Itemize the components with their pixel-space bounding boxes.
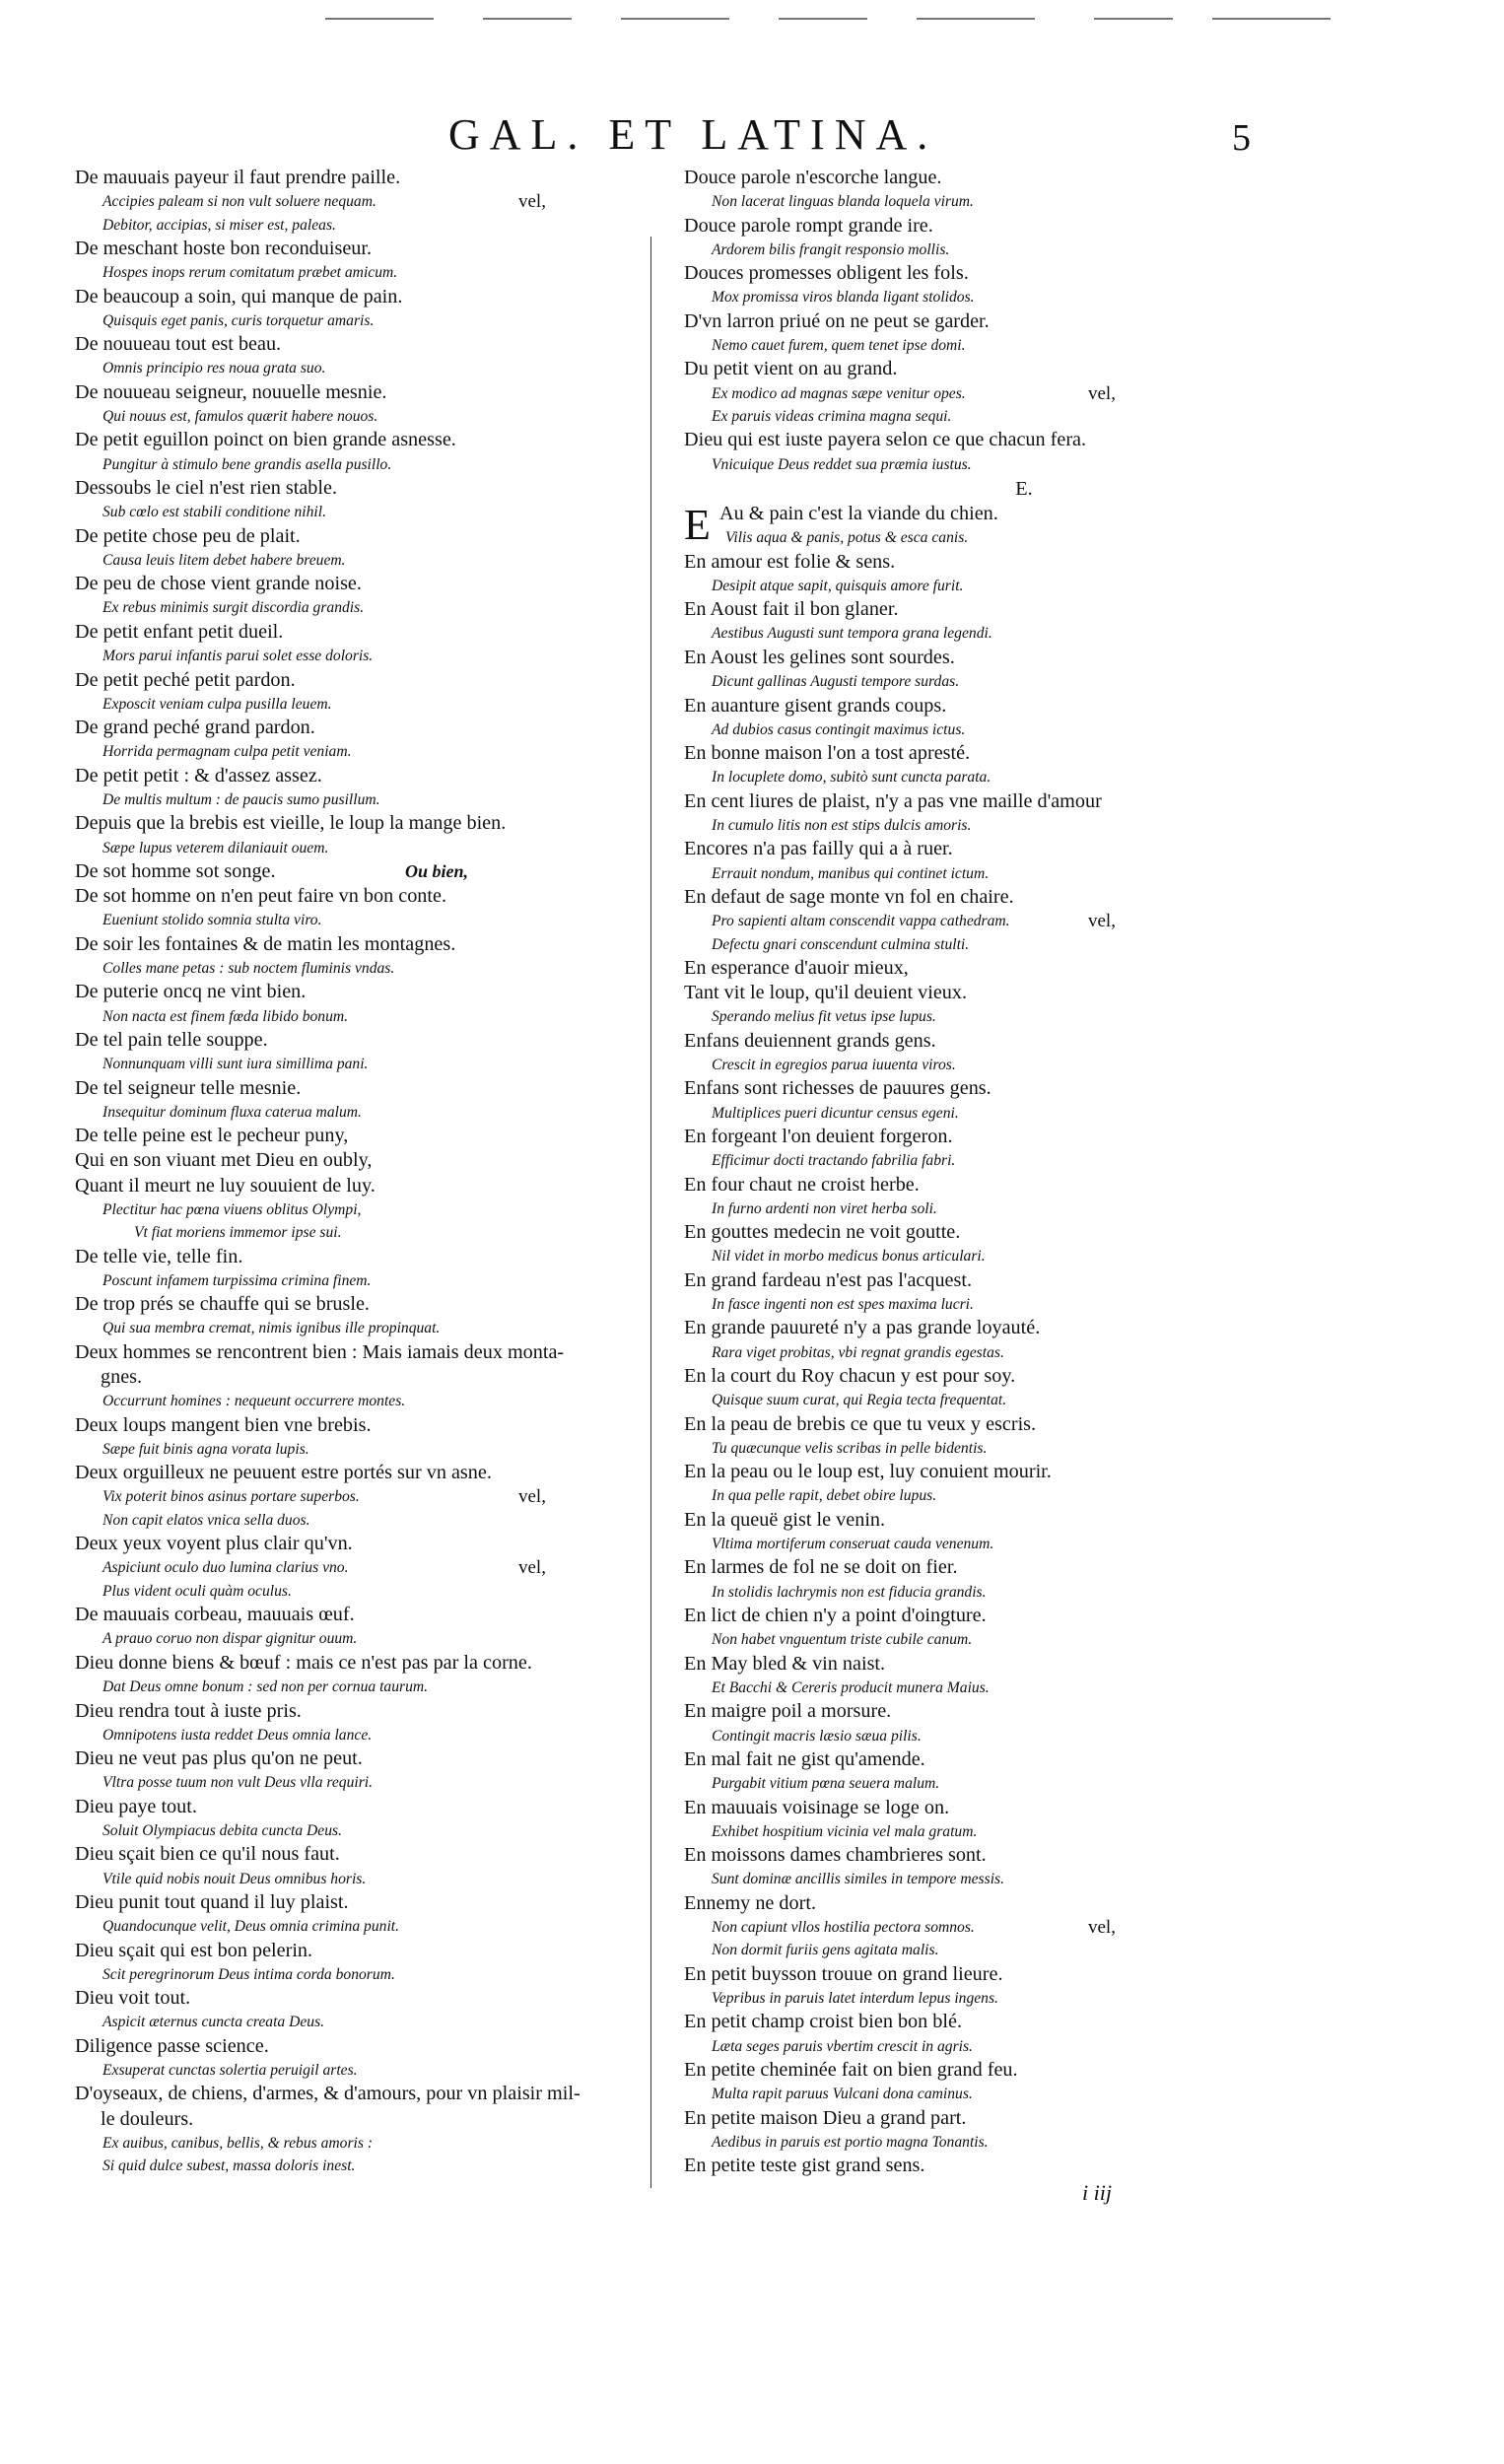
french-proverb: Dieu voit tout. xyxy=(75,1987,191,2010)
latin-translation: Vltra posse tuum non vult Deus vlla requiri. xyxy=(103,1774,374,1792)
latin-translation: Purgabit vitium pœna seuera malum. xyxy=(712,1775,940,1793)
proverb-entry xyxy=(684,1555,1147,1604)
french-proverb: En mauuais voisinage se loge on. xyxy=(684,1796,950,1818)
french-proverb: Deux yeux voyent plus clair qu'vn. xyxy=(75,1533,353,1555)
french-proverb: De nouueau tout est beau. xyxy=(75,333,282,356)
french-proverb: Deux loups mangent bien vne brebis. xyxy=(75,1413,372,1436)
latin-translation: Multiplices pueri dicuntur census egeni. xyxy=(712,1104,959,1122)
proverb-entry xyxy=(75,572,656,620)
proverb-entry xyxy=(684,1699,1147,1747)
french-proverb: De tel seigneur telle mesnie. xyxy=(75,1076,302,1099)
proverb-entry xyxy=(75,884,656,932)
french-proverb: De peu de chose vient grande noise. xyxy=(75,573,362,595)
proverb-entry xyxy=(75,1532,656,1580)
latin-translation: Debitor, accipias, si miser est, paleas. xyxy=(103,216,336,234)
latin-translation: Vltima mortiferum conseruat cauda venenum. xyxy=(712,1536,994,1553)
latin-translation: Omnipotens iusta reddet Deus omnia lance. xyxy=(103,1726,373,1744)
french-proverb: De mauuais payeur il faut prendre paille. xyxy=(75,167,401,188)
french-proverb: En la peau ou le loup est, luy conuient mourir. xyxy=(684,1461,1052,1483)
proverb-entry xyxy=(684,550,1147,598)
proverb-entry xyxy=(684,405,1147,428)
proverb-entry xyxy=(684,309,1147,358)
latin-translation: Pro sapienti altam conscendit vappa cathedram. vel, xyxy=(712,911,1116,932)
french-proverb: De telle peine est le pecheur puny, xyxy=(75,1125,349,1147)
french-proverb: En grande pauureté n'y a pas grande loyauté. xyxy=(684,1317,1041,1339)
proverb-entry xyxy=(684,1364,1147,1412)
french-proverb: De telle vie, telle fin. xyxy=(75,1245,243,1267)
french-proverb: Quant il meurt ne luy souuient de luy. xyxy=(75,1174,376,1197)
latin-translation: In stolidis lachrymis non est fiducia grandis. xyxy=(712,1583,987,1601)
latin-translation: Vix poterit binos asinus portare superbos. vel, xyxy=(103,1486,546,1508)
proverb-entry xyxy=(684,1747,1147,1796)
french-proverb: De petit enfant petit dueil. xyxy=(75,620,284,643)
french-proverb: En la peau de brebis ce que tu veux y escris. xyxy=(684,1412,1037,1435)
proverb-entry xyxy=(75,1221,656,1244)
french-proverb: En petit buysson trouue on grand lieure. xyxy=(684,1962,1003,1985)
french-proverb: En grand fardeau n'est pas l'acquest. xyxy=(684,1268,973,1291)
margin-note-vel: vel, xyxy=(518,1486,546,1508)
latin-translation: Aedibus in paruis est portio magna Tonantis. xyxy=(712,2133,989,2151)
french-proverb: En four chaut ne croist herbe. xyxy=(684,1173,920,1196)
french-proverb: Enfans sont richesses de pauures gens. xyxy=(684,1077,991,1100)
latin-translation: Quandocunque velit, Deus omnia crimina punit. xyxy=(103,1918,400,1936)
latin-translation: Exsuperat cunctas solertia peruigil artes. xyxy=(103,2061,358,2079)
latin-translation: Vt fiat moriens immemor ipse sui. xyxy=(134,1224,342,1242)
french-proverb: En forgeant l'on deuient forgeron. xyxy=(684,1125,953,1147)
proverb-entry xyxy=(684,1173,1147,1221)
latin-translation: Occurrunt homines : nequeunt occurrere montes. xyxy=(103,1393,406,1410)
latin-translation: A prauo coruo non dispar gignitur ouum. xyxy=(103,1630,358,1648)
margin-note-vel: vel, xyxy=(1088,911,1116,932)
proverb-entry xyxy=(684,1652,1147,1700)
french-proverb: Qui en son viuant met Dieu en oubly, xyxy=(75,1149,373,1172)
proverb-entry xyxy=(75,1509,656,1532)
latin-translation: Sub cœlo est stabili conditione nihil. xyxy=(103,504,326,521)
page-number: 5 xyxy=(1232,117,1251,159)
proverb-entry xyxy=(684,1076,1147,1125)
french-proverb: En Aoust les gelines sont sourdes. xyxy=(684,646,955,668)
latin-translation: Aspicit æternus cuncta creata Deus. xyxy=(103,2014,325,2031)
proverb-entry xyxy=(75,620,656,668)
latin-translation: Quisquis eget panis, curis torquetur amaris. xyxy=(103,311,375,329)
latin-translation: Vtile quid nobis nouit Deus omnibus horis. xyxy=(103,1870,367,1887)
latin-translation: Efficimur docti tractando fabrilia fabri. xyxy=(712,1152,956,1170)
proverb-entry xyxy=(684,981,1147,1029)
latin-translation: Dat Deus omne bonum : sed non per cornua taurum. xyxy=(103,1678,429,1696)
proverb-entry xyxy=(75,476,656,524)
french-proverb-continuation: le douleurs. xyxy=(101,2107,194,2130)
proverb-entry xyxy=(75,764,656,812)
proverb-entry xyxy=(684,1125,1147,1173)
french-proverb: En defaut de sage monte vn fol en chaire. xyxy=(684,885,1014,908)
latin-translation: Dicunt gallinas Augusti tempore surdas. xyxy=(712,673,960,691)
page-header xyxy=(0,110,1504,160)
proverb-entry xyxy=(684,2058,1147,2106)
latin-translation: Colles mane petas : sub noctem fluminis vndas. xyxy=(103,959,395,977)
latin-translation: Ardorem bilis frangit responsio mollis. xyxy=(712,240,950,258)
proverb-entry xyxy=(684,933,1147,956)
french-proverb: Dieu ne veut pas plus qu'on ne peut. xyxy=(75,1747,363,1770)
french-proverb: De meschant hoste bon reconduiseur. xyxy=(75,238,373,260)
proverb-entry xyxy=(684,597,1147,646)
section-letter: E. xyxy=(1015,478,1033,501)
french-proverb: Dieu paye tout. xyxy=(75,1795,197,1817)
latin-translation: Quisque suum curat, qui Regia tecta frequentat. xyxy=(712,1392,1007,1409)
french-proverb: De sot homme sot songe. Ou bien, xyxy=(75,859,656,884)
french-proverb: En petite cheminée fait on bien grand feu. xyxy=(684,2058,1018,2081)
latin-translation: Et Bacchi & Cereris producit munera Maius. xyxy=(712,1678,990,1696)
french-proverb: Dieu donne biens & bœuf : mais ce n'est pas par la corne. xyxy=(75,1651,532,1674)
proverb-entry xyxy=(684,1962,1147,2011)
latin-translation: Aestibus Augusti sunt tempora grana legendi. xyxy=(712,625,992,643)
french-proverb: Ennemy ne dort. xyxy=(684,1891,816,1914)
latin-translation: Causa leuis litem debet habere breuem. xyxy=(103,551,346,569)
french-proverb: De beaucoup a soin, qui manque de pain. xyxy=(75,285,403,308)
french-proverb: Dessoubs le ciel n'est rien stable. xyxy=(75,477,338,500)
latin-translation: Læta seges paruis vbertim crescit in agris. xyxy=(712,2037,973,2055)
french-proverb: En gouttes medecin ne voit goutte. xyxy=(684,1221,961,1244)
french-proverb: De petit peché petit pardon. xyxy=(75,668,296,691)
proverb-entry xyxy=(75,214,656,237)
proverb-entry xyxy=(75,859,656,884)
latin-translation: Non capit elatos vnica sella duos. xyxy=(103,1511,310,1529)
french-proverb: Encores n'a pas failly qui a à ruer. xyxy=(684,838,953,860)
right-column xyxy=(684,166,1147,2178)
latin-translation: Contingit macris læsio sæua pilis. xyxy=(712,1727,922,1745)
proverb-entry xyxy=(684,2154,1147,2178)
french-proverb: De petit petit : & d'assez assez. xyxy=(75,764,322,787)
latin-translation: Sunt dominæ ancillis similes in tempore messis. xyxy=(712,1871,1004,1888)
french-proverb: Dieu sçait bien ce qu'il nous faut. xyxy=(75,1843,340,1866)
proverb-entry xyxy=(684,1220,1147,1268)
french-proverb: De puterie oncq ne vint bien. xyxy=(75,981,307,1003)
proverb-entry xyxy=(75,332,656,380)
proverb-entry xyxy=(75,668,656,717)
proverb-entry xyxy=(75,1699,656,1747)
latin-translation: Qui sua membra cremat, nimis ignibus ille propinquat. xyxy=(103,1320,441,1337)
latin-translation: Accipies paleam si non vult soluere nequam. vel, xyxy=(103,191,546,213)
latin-translation: Exposcit veniam culpa pusilla leuem. xyxy=(103,695,332,713)
french-proverb: En Aoust fait il bon glaner. xyxy=(684,598,899,621)
proverb-entry xyxy=(75,980,656,1028)
latin-translation: Desipit atque sapit, quisquis amore furit. xyxy=(712,577,964,594)
proverb-entry xyxy=(75,1413,656,1462)
proverb-entry xyxy=(684,1843,1147,1891)
french-proverb: De trop prés se chauffe qui se brusle. xyxy=(75,1293,370,1316)
proverb-entry xyxy=(75,1292,656,1340)
latin-translation: In qua pelle rapit, debet obire lupus. xyxy=(712,1487,937,1505)
latin-translation: Sperando melius fit vetus ipse lupus. xyxy=(712,1008,936,1026)
column-divider xyxy=(650,237,651,2188)
french-proverb: De petite chose peu de plait. xyxy=(75,524,301,547)
drop-cap-entry xyxy=(684,502,1147,550)
proverb-entry xyxy=(684,1316,1147,1364)
french-proverb: De sot homme on n'en peut faire vn bon conte. xyxy=(75,885,447,908)
latin-translation: Ex paruis videas crimina magna sequi. xyxy=(712,408,952,426)
french-proverb: D'vn larron priué on ne peut se garder. xyxy=(684,309,990,332)
proverb-entry xyxy=(684,1460,1147,1508)
latin-translation: In locuplete domo, subitò sunt cuncta parata. xyxy=(712,769,991,787)
proverb-entry xyxy=(684,1029,1147,1077)
margin-note-vel: vel, xyxy=(1088,382,1116,404)
latin-translation: Qui nouus est, famulos quærit habere nouos. xyxy=(103,408,378,426)
latin-translation: In fasce ingenti non est spes maxima lucri. xyxy=(712,1296,974,1314)
latin-translation: In furno ardenti non viret herba soli. xyxy=(712,1199,937,1217)
top-border-rule xyxy=(325,18,1370,26)
proverb-entry xyxy=(684,357,1147,405)
latin-translation: Scit peregrinorum Deus intima corda bonorum. xyxy=(103,1965,395,1983)
margin-note-vel: vel, xyxy=(518,191,546,213)
french-proverb: Dieu rendra tout à iuste pris. xyxy=(75,1699,302,1722)
proverb-entry xyxy=(75,1028,656,1076)
latin-translation: Sæpe fuit binis agna vorata lupis. xyxy=(103,1440,309,1458)
latin-translation: Non habet vnguentum triste cubile canum. xyxy=(712,1631,973,1649)
french-proverb: Dieu qui est iuste payera selon ce que chacun fera. xyxy=(684,429,1087,451)
proverb-entry xyxy=(75,1124,656,1148)
proverb-entry xyxy=(75,1890,656,1939)
french-proverb: En larmes de fol ne se doit on fier. xyxy=(684,1556,958,1579)
proverb-entry xyxy=(684,1268,1147,1317)
french-proverb: En petit champ croist bien bon blé. xyxy=(684,2011,962,2033)
latin-translation: De multis multum : de paucis sumo pusillum. xyxy=(103,790,380,808)
latin-translation: Pungitur à stimulo bene grandis asella pusillo. xyxy=(103,455,392,473)
french-proverb: En May bled & vin naist. xyxy=(684,1652,886,1675)
french-proverb: Douce parole n'escorche langue. xyxy=(684,167,942,188)
margin-note-vel: vel, xyxy=(518,1557,546,1579)
proverb-entry xyxy=(75,285,656,333)
latin-translation: Defectu gnari conscendunt culmina stulti. xyxy=(712,935,970,953)
proverb-entry xyxy=(75,1842,656,1890)
proverb-entry xyxy=(75,524,656,573)
proverb-entry xyxy=(75,166,656,214)
french-proverb: Du petit vient on au grand. xyxy=(684,358,898,380)
french-proverb: De nouueau seigneur, nouuelle mesnie. xyxy=(75,380,387,403)
latin-translation: Nil videt in morbo medicus bonus articulari. xyxy=(712,1248,986,1266)
proverb-entry xyxy=(75,1340,656,1413)
proverb-entry xyxy=(75,2155,656,2177)
latin-translation: Insequitur dominum fluxa caterua malum. xyxy=(103,1103,362,1121)
latin-translation: Ex modico ad magnas sæpe venitur opes. vel, xyxy=(712,382,1116,404)
proverb-entry xyxy=(75,716,656,764)
proverb-entry xyxy=(75,1651,656,1699)
french-proverb: Tant vit le loup, qu'il deuient vieux. xyxy=(684,982,968,1004)
proverb-entry xyxy=(75,1174,656,1222)
french-proverb: Dieu sçait qui est bon pelerin. xyxy=(75,1939,313,1961)
latin-translation: Aspiciunt oculo duo lumina clarius vno. vel, xyxy=(103,1557,546,1579)
french-proverb: Douces promesses obligent les fols. xyxy=(684,262,969,285)
proverb-entry xyxy=(684,694,1147,742)
french-proverb: En auanture gisent grands coups. xyxy=(684,694,947,717)
french-proverb: Deux hommes se rencontrent bien : Mais iamais deux monta- xyxy=(75,1340,565,1363)
proverb-entry xyxy=(684,1796,1147,1844)
latin-translation: Plus vident oculi quàm oculus. xyxy=(103,1582,292,1600)
french-proverb: En lict de chien n'y a point d'oingture. xyxy=(684,1605,987,1627)
french-proverb: Diligence passe science. xyxy=(75,2034,269,2057)
proverb-entry xyxy=(684,2106,1147,2155)
proverb-entry xyxy=(684,956,1147,981)
proverb-entry xyxy=(75,1245,656,1293)
latin-translation: Non dormit furiis gens agitata malis. xyxy=(712,1942,939,1959)
latin-translation: Plectitur hac pœna viuens oblitus Olympi, xyxy=(103,1200,362,1218)
latin-translation: Sæpe lupus veterem dilaniauit ouem. xyxy=(103,839,329,856)
latin-translation: Non lacerat linguas blanda loquela virum. xyxy=(712,193,974,211)
proverb-entry xyxy=(684,837,1147,885)
latin-translation: Vnicuique Deus reddet sua præmia iustus. xyxy=(712,455,972,473)
proverb-entry xyxy=(684,885,1147,933)
proverb-entry xyxy=(75,1746,656,1795)
signature-mark: i iij xyxy=(1082,2180,1112,2205)
french-proverb: En la queuë gist le venin. xyxy=(684,1508,886,1531)
proverb-entry xyxy=(684,646,1147,694)
latin-translation: Ad dubios casus contingit maximus ictus. xyxy=(712,720,966,738)
french-proverb: Enfans deuiennent grands gens. xyxy=(684,1029,936,1052)
latin-translation: Crescit in egregios parua iuuenta viros. xyxy=(712,1056,956,1073)
latin-translation: Rara viget probitas, vbi regnat grandis egestas. xyxy=(712,1343,1004,1361)
latin-translation: Nemo cauet furem, quem tenet ipse domi. xyxy=(712,337,966,355)
latin-translation: Vepribus in paruis latet interdum lepus ingens. xyxy=(712,1989,998,2007)
left-column xyxy=(75,166,656,2178)
proverb-entry xyxy=(684,1604,1147,1652)
proverb-entry xyxy=(75,1795,656,1843)
proverb-entry xyxy=(684,741,1147,789)
french-proverb: En petite maison Dieu a grand part. xyxy=(684,2106,967,2129)
latin-translation: Si quid dulce subest, massa doloris inest. xyxy=(103,2157,356,2175)
proverb-entry xyxy=(75,1076,656,1125)
proverb-entry xyxy=(75,2082,656,2155)
proverb-entry xyxy=(75,932,656,981)
french-proverb: En moissons dames chambrieres sont. xyxy=(684,1844,987,1867)
french-proverb: En cent liures de plaist, n'y a pas vne maille d'amour xyxy=(684,789,1102,812)
french-proverb: En la court du Roy chacun y est pour soy. xyxy=(684,1365,1016,1388)
proverb-entry xyxy=(684,166,1147,214)
proverb-entry xyxy=(684,1508,1147,1556)
french-proverb: Au & pain c'est la viande du chien. xyxy=(719,503,998,525)
french-proverb: Depuis que la brebis est vieille, le loup la mange bien. xyxy=(75,812,507,835)
french-proverb: Douce parole rompt grande ire. xyxy=(684,214,933,237)
proverb-entry xyxy=(75,1580,656,1603)
margin-note-vel: vel, xyxy=(1088,1916,1116,1938)
drop-cap-initial: E xyxy=(684,501,711,550)
french-proverb: En mal fait ne gist qu'amende. xyxy=(684,1747,925,1770)
french-proverb: De mauuais corbeau, mauuais œuf. xyxy=(75,1604,355,1626)
french-proverb: Dieu punit tout quand il luy plaist. xyxy=(75,1890,349,1913)
french-proverb: En maigre poil a morsure. xyxy=(684,1700,892,1723)
proverb-entry xyxy=(75,811,656,859)
latin-translation: Tu quæcunque velis scribas in pelle bidentis. xyxy=(712,1439,988,1457)
proverb-entry xyxy=(684,261,1147,309)
latin-translation: Multa rapit paruus Vulcani dona caminus. xyxy=(712,2086,973,2103)
latin-translation: Omnis principio res noua grata suo. xyxy=(103,360,326,377)
latin-translation: Errauit nondum, manibus qui continet ictum. xyxy=(712,864,990,882)
french-proverb: En esperance d'auoir mieux, xyxy=(684,956,909,979)
french-proverb: En amour est folie & sens. xyxy=(684,550,896,573)
french-proverb: De petit eguillon poinct on bien grande asnesse. xyxy=(75,429,456,451)
proverb-entry xyxy=(684,1891,1147,1940)
latin-translation: Non nacta est finem fœda libido bonum. xyxy=(103,1007,349,1025)
proverb-entry xyxy=(75,237,656,285)
proverb-entry xyxy=(684,1412,1147,1461)
latin-translation: Nonnunquam villi sunt iura simillima pani. xyxy=(103,1056,369,1073)
proverb-entry xyxy=(75,1461,656,1509)
proverb-entry xyxy=(684,476,1147,502)
french-proverb: De soir les fontaines & de matin les montagnes. xyxy=(75,932,456,955)
proverb-entry xyxy=(75,380,656,429)
proverb-entry xyxy=(684,2010,1147,2058)
french-proverb: D'oyseaux, de chiens, d'armes, & d'amours, pour vn plaisir mil- xyxy=(75,2083,581,2105)
french-proverb-continuation: gnes. xyxy=(101,1366,143,1389)
proverb-entry xyxy=(684,1939,1147,1961)
proverb-entry xyxy=(684,789,1147,838)
latin-translation: Soluit Olympiacus debita cuncta Deus. xyxy=(103,1821,342,1839)
latin-translation: Exhibet hospitium vicinia vel mala gratum. xyxy=(712,1822,978,1840)
latin-translation: Eueniunt stolido somnia stulta viro. xyxy=(103,912,322,929)
latin-translation: In cumulo litis non est stips dulcis amoris. xyxy=(712,816,972,834)
latin-translation: Horrida permagnam culpa petit veniam. xyxy=(103,743,352,761)
drop-cap-lines xyxy=(719,502,998,550)
latin-translation: Non capiunt vllos hostilia pectora somnos. vel, xyxy=(712,1916,1116,1938)
french-proverb: De grand peché grand pardon. xyxy=(75,717,315,739)
proverb-entry xyxy=(75,1939,656,1987)
french-proverb: En petite teste gist grand sens. xyxy=(684,2155,925,2177)
proverb-entry xyxy=(684,502,1147,550)
proverb-entry xyxy=(684,214,1147,262)
latin-translation: Poscunt infamem turpissima crimina finem. xyxy=(103,1271,372,1289)
proverb-entry xyxy=(75,2034,656,2083)
proverb-entry xyxy=(75,1986,656,2034)
latin-translation: Mors parui infantis parui solet esse doloris. xyxy=(103,648,374,665)
proverb-entry xyxy=(75,1148,656,1173)
proverb-entry xyxy=(75,428,656,476)
french-proverb: Deux orguilleux ne peuuent estre portés sur vn asne. xyxy=(75,1462,492,1484)
proverb-entry xyxy=(684,428,1147,476)
latin-translation: Mox promissa viros blanda ligant stolidos. xyxy=(712,289,975,307)
french-proverb: En bonne maison l'on a tost apresté. xyxy=(684,742,971,765)
latin-translation: Vilis aqua & panis, potus & esca canis. xyxy=(725,529,969,547)
latin-translation: Hospes inops rerum comitatum præbet amicum. xyxy=(103,264,398,282)
latin-translation: Ex rebus minimis surgit discordia grandis. xyxy=(103,599,365,617)
running-title: GAL. ET LATINA. xyxy=(448,110,938,159)
french-proverb: De tel pain telle souppe. xyxy=(75,1028,268,1051)
margin-note-ou-bien: Ou bien, xyxy=(405,860,469,881)
proverb-entry xyxy=(75,1603,656,1651)
latin-translation: Ex auibus, canibus, bellis, & rebus amoris : xyxy=(103,2134,374,2152)
